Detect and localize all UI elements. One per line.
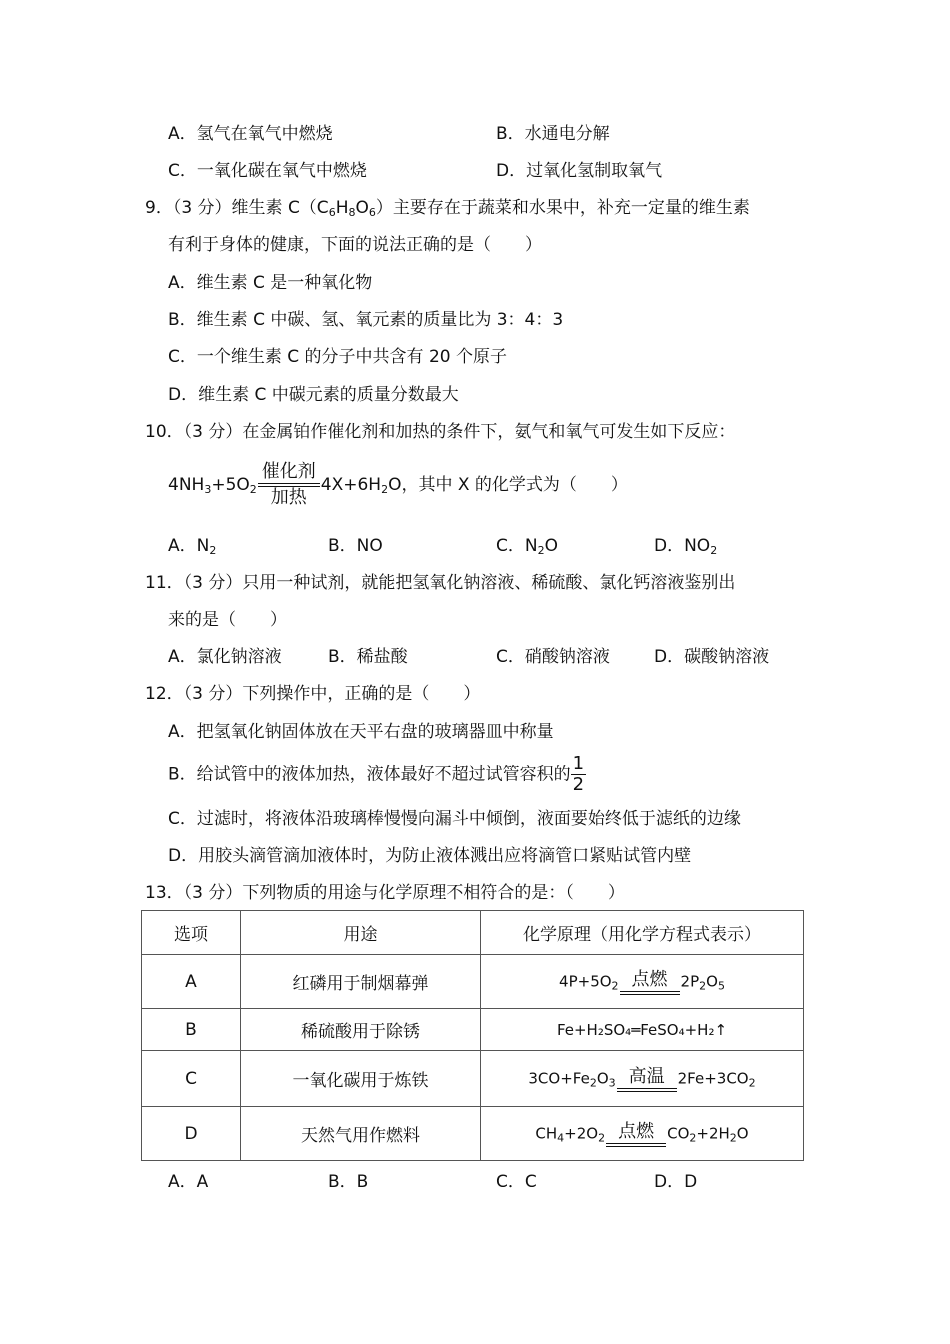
q10-reaction-arrow: 催化剂 加热 (258, 461, 320, 509)
q10-stem-line1: 10．（3 分）在金属铂作催化剂和加热的条件下，氨气和氧气可发生如下反应： (145, 422, 736, 442)
q13-table (141, 910, 804, 1161)
q9-option-b: B．维生素 C 中碳、氢、氧元素的质量比为 3：4：3 (168, 310, 564, 330)
table-header-row (142, 911, 804, 955)
fraction-one-half: $\frac{1}{2}$ (572, 753, 585, 795)
q13-option-d: D．D (654, 1172, 698, 1192)
q10-option-b: B．NO (328, 536, 383, 556)
table-row (142, 1009, 804, 1051)
q12-stem: 12．（3 分）下列操作中，正确的是（ ） (145, 684, 481, 704)
q12-option-c: C．过滤时，将液体沿玻璃棒慢慢向漏斗中倾倒，液面要始终低于滤纸的边缘 (168, 809, 741, 829)
row-use: 天然气用作燃料 (241, 1107, 481, 1161)
q11-stem-line1: 11．（3 分）只用一种试剂，就能把氢氧化钠溶液、稀硫酸、氯化钙溶液鉴别出 (145, 573, 736, 593)
table-row (142, 1051, 804, 1107)
q10-option-c: C．$N_2O$ (496, 536, 558, 557)
q10-equation: $4NH_3+5O_2$ 催化剂 加热 $4X+6H_2O$，其中 X 的化学式为（ ） (168, 461, 628, 508)
q9-option-a: A．维生素 C 是一种氧化物 (168, 273, 373, 293)
header-option: 选项 (142, 911, 241, 955)
row-use: 一氧化碳用于炼铁 (241, 1051, 481, 1107)
reaction-arrow: 点燃 (606, 1121, 666, 1147)
q8-option-c: C．一氧化碳在氧气中燃烧 (168, 161, 367, 181)
q9-option-c: C．一个维生素 C 的分子中共含有 20 个原子 (168, 347, 507, 367)
q13-option-b: B．B (328, 1172, 369, 1192)
row-use: 稀硫酸用于除锈 (241, 1009, 481, 1051)
header-principle: 化学原理（用化学方程式表示） (481, 911, 804, 955)
row-equation: Fe+H₂SO₄═FeSO₄+H₂↑ (481, 1009, 804, 1051)
q9-stem-line1: 9．（3 分）维生素 $C(C_6H_8O_6)$主要存在于蔬菜和水果中，补充一定量的维生素 (145, 198, 750, 219)
row-equation: $CH_4+2O_2$ 点燃 $CO_2+2H_2O$ (481, 1107, 804, 1161)
q12-option-d: D．用胶头滴管滴加液体时，为防止液体溅出应将滴管口紧贴试管内壁 (168, 846, 692, 866)
q13-option-a: A．A (168, 1172, 209, 1192)
row-equation: $4P+5O_2$ 点燃 $2P_2O_5$ (481, 955, 804, 1009)
q8-option-d: D．过氧化氢制取氧气 (496, 161, 663, 181)
header-use: 用途 (241, 911, 481, 955)
q13-stem: 13．（3 分）下列物质的用途与化学原理不相符合的是：（ ） (145, 883, 625, 903)
row-key: B (142, 1009, 241, 1051)
q9-stem-line2: 有利于身体的健康，下面的说法正确的是（ ） (168, 235, 542, 255)
q8-option-a: A．氢气在氧气中燃烧 (168, 124, 333, 144)
table-row (142, 955, 804, 1009)
q11-stem-line2: 来的是（ ） (168, 610, 287, 630)
q8-option-b: B．水通电分解 (496, 124, 610, 144)
q11-option-a: A．氯化钠溶液 (168, 647, 282, 667)
reaction-arrow: 点燃 (620, 969, 680, 995)
q13-option-c: C．C (496, 1172, 537, 1192)
reaction-arrow: 高温 (617, 1066, 677, 1092)
row-key: D (142, 1107, 241, 1161)
row-equation: $3CO+Fe_2O_3$ 高温 $2Fe+3CO_2$ (481, 1051, 804, 1107)
row-key: C (142, 1051, 241, 1107)
q11-option-c: C．硝酸钠溶液 (496, 647, 610, 667)
row-key: A (142, 955, 241, 1009)
q12-option-a: A．把氢氧化钠固体放在天平右盘的玻璃器皿中称量 (168, 722, 554, 742)
row-use: 红磷用于制烟幕弹 (241, 955, 481, 1009)
q10-option-a: A．$N_2$ (168, 536, 217, 557)
q11-option-b: B．稀盐酸 (328, 647, 408, 667)
q9-option-d: D．维生素 C 中碳元素的质量分数最大 (168, 385, 459, 405)
q10-option-d: D．$NO_2$ (654, 536, 718, 557)
table-row (142, 1107, 804, 1161)
q12-option-b: B．给试管中的液体加热，液体最好不超过试管容积的 $\frac{1}{2}$ (168, 753, 585, 795)
q11-option-d: D．碳酸钠溶液 (654, 647, 770, 667)
